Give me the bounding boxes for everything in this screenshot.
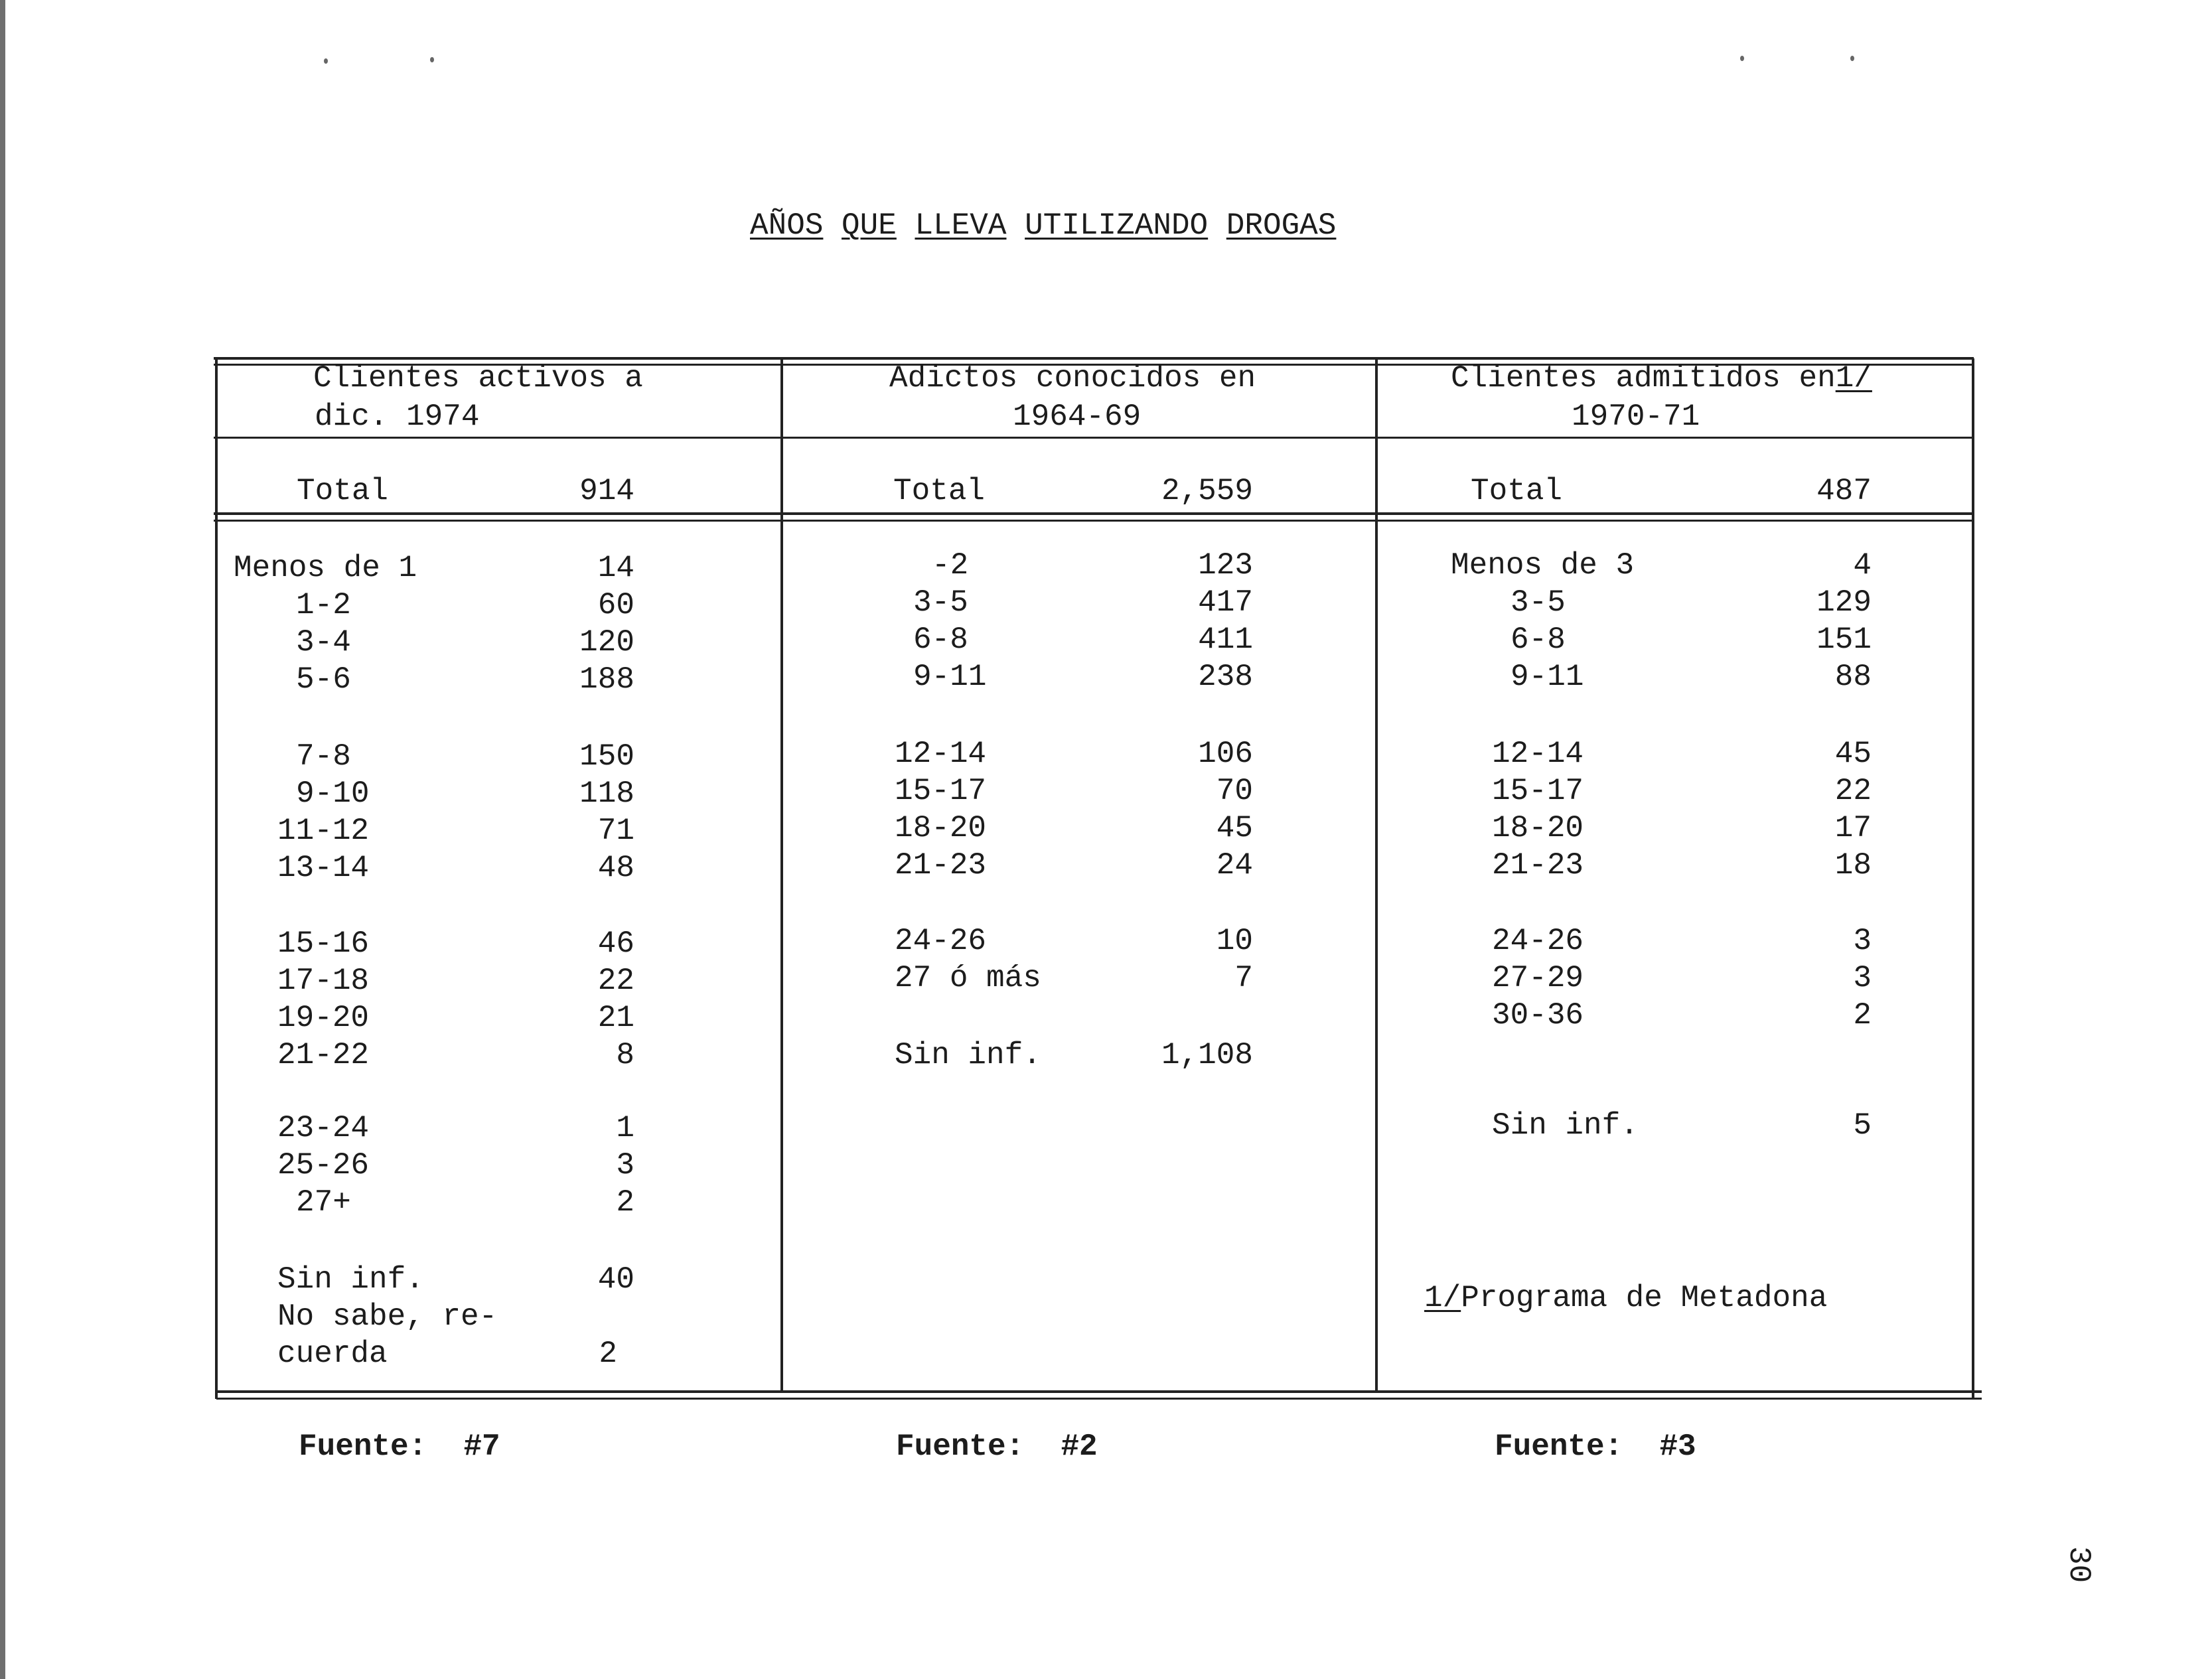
row-label: Sin inf. <box>277 1262 424 1297</box>
row-value: 10 <box>1216 924 1253 958</box>
row-value: 2 <box>599 1337 617 1371</box>
column-header-line: 1964-69 <box>1013 400 1142 434</box>
row-value: 48 <box>597 851 634 885</box>
row-label: 12-14 <box>1492 737 1584 771</box>
row-value: 88 <box>1834 660 1872 694</box>
row-value: 45 <box>1216 811 1253 845</box>
row-label: 18-20 <box>1492 811 1584 845</box>
row-value: 70 <box>1216 774 1253 808</box>
row-value: 18 <box>1834 848 1872 883</box>
column-rule <box>215 358 218 1399</box>
column-rule <box>780 358 783 1392</box>
row-value: 3 <box>616 1148 634 1183</box>
row-label: 21-23 <box>1492 848 1584 883</box>
title-word: AÑOS <box>750 208 824 243</box>
row-label: Sin inf. <box>895 1038 1041 1072</box>
total-label: Total <box>893 474 986 508</box>
row-label: 21-23 <box>895 848 987 883</box>
row-value: 2 <box>1853 998 1872 1033</box>
row-value: 151 <box>1816 622 1872 657</box>
row-value: 45 <box>1834 737 1872 771</box>
footnote <box>1424 1279 1827 1317</box>
row-value: 24 <box>1216 848 1253 883</box>
speck-mark <box>1850 56 1854 61</box>
total-rule <box>214 512 1974 515</box>
footnote-mark: 1/ <box>1424 1281 1461 1315</box>
row-value: 60 <box>597 588 634 622</box>
total-label: Total <box>297 474 389 508</box>
row-label: 27-29 <box>1492 961 1584 995</box>
row-label: 13-14 <box>277 851 370 885</box>
row-value: 21 <box>597 1001 634 1035</box>
row-value: 1,108 <box>1161 1038 1253 1072</box>
row-value: 14 <box>597 551 634 585</box>
row-label: cuerda <box>277 1337 388 1371</box>
row-value: 5 <box>1853 1108 1872 1143</box>
row-label: 9-11 <box>1511 660 1584 694</box>
source-note: Fuente: #3 <box>1495 1429 1696 1464</box>
row-label: 3-5 <box>913 585 968 620</box>
row-value: 4 <box>1853 548 1872 583</box>
page-number: 30 <box>2061 1546 2096 1583</box>
row-value: 22 <box>597 964 634 998</box>
speck-mark <box>430 57 434 62</box>
footnote-text: Programa de Metadona <box>1461 1281 1828 1315</box>
header-text: Clientes admitidos en <box>1451 361 1836 396</box>
row-label: 25-26 <box>277 1148 370 1183</box>
column-header-line: dic. 1974 <box>315 400 480 434</box>
row-label: 6-8 <box>1511 622 1566 657</box>
row-label: 7-8 <box>296 739 351 774</box>
row-label: Sin inf. <box>1492 1108 1639 1143</box>
total-value: 914 <box>579 474 634 508</box>
row-label: 15-17 <box>895 774 987 808</box>
row-label: 27 ó más <box>895 961 1041 995</box>
speck-mark <box>1740 56 1744 61</box>
title-word: DROGAS <box>1226 208 1337 243</box>
total-value: 487 <box>1816 474 1872 508</box>
table-bottom-rule <box>216 1390 1982 1393</box>
row-value: 40 <box>597 1262 634 1297</box>
row-value: 7 <box>1234 961 1253 995</box>
row-value: 150 <box>579 739 634 774</box>
row-label: Menos de 3 <box>1451 548 1635 583</box>
row-value: 8 <box>616 1038 634 1072</box>
row-label: 9-11 <box>913 660 987 694</box>
column-header-line: Adictos conocidos en <box>889 361 1256 396</box>
title-word: QUE <box>842 208 897 243</box>
row-label: 18-20 <box>895 811 987 845</box>
row-value: 118 <box>579 776 634 811</box>
footnote-mark: 1/ <box>1835 361 1872 396</box>
row-label: No sabe, re- <box>277 1299 498 1334</box>
row-label: 17-18 <box>277 964 370 998</box>
page-edge <box>0 0 5 1679</box>
row-label: 30-36 <box>1492 998 1584 1033</box>
row-value: 22 <box>1834 774 1872 808</box>
row-value: 106 <box>1198 737 1253 771</box>
row-value: 3 <box>1853 961 1872 995</box>
table-bottom-rule <box>216 1398 1982 1400</box>
column-rule <box>1972 358 1974 1399</box>
row-value: 71 <box>597 814 634 848</box>
row-label: 3-5 <box>1511 585 1566 620</box>
row-label: 3-4 <box>296 625 351 660</box>
row-label: 24-26 <box>1492 924 1584 958</box>
column-header-line: 1970-71 <box>1572 400 1700 434</box>
row-value: 238 <box>1198 660 1253 694</box>
source-note: Fuente: #2 <box>896 1429 1098 1464</box>
row-label: 12-14 <box>895 737 987 771</box>
column-rule <box>1375 358 1378 1392</box>
title-word: LLEVA <box>915 208 1007 243</box>
row-label: 15-16 <box>277 926 370 961</box>
row-value: 129 <box>1816 585 1872 620</box>
row-value: 1 <box>616 1111 634 1145</box>
row-label: 15-17 <box>1492 774 1584 808</box>
row-value: 120 <box>579 625 634 660</box>
row-value: 123 <box>1198 548 1253 583</box>
total-rule <box>214 520 1974 522</box>
row-label: -2 <box>932 548 969 583</box>
total-value: 2,559 <box>1161 474 1253 508</box>
column-header-line <box>1451 360 1872 397</box>
row-label: 6-8 <box>913 622 968 657</box>
row-label: Menos de 1 <box>234 551 417 585</box>
page-title <box>750 207 1336 244</box>
row-value: 411 <box>1198 622 1253 657</box>
source-note: Fuente: #7 <box>299 1429 500 1464</box>
total-label: Total <box>1471 474 1563 508</box>
row-value: 17 <box>1834 811 1872 845</box>
row-label: 5-6 <box>296 662 351 697</box>
row-value: 46 <box>597 926 634 961</box>
row-value: 188 <box>579 662 634 697</box>
row-label: 11-12 <box>277 814 370 848</box>
header-rule <box>214 437 1974 439</box>
row-value: 3 <box>1853 924 1872 958</box>
row-label: 9-10 <box>296 776 370 811</box>
speck-mark <box>324 58 328 64</box>
row-label: 23-24 <box>277 1111 370 1145</box>
row-value: 2 <box>616 1185 634 1220</box>
row-label: 19-20 <box>277 1001 370 1035</box>
row-label: 27+ <box>296 1185 351 1220</box>
row-label: 21-22 <box>277 1038 370 1072</box>
title-word: UTILIZANDO <box>1025 208 1209 243</box>
row-value: 417 <box>1198 585 1253 620</box>
column-header-line: Clientes activos a <box>313 361 643 396</box>
row-label: 1-2 <box>296 588 351 622</box>
row-label: 24-26 <box>895 924 987 958</box>
